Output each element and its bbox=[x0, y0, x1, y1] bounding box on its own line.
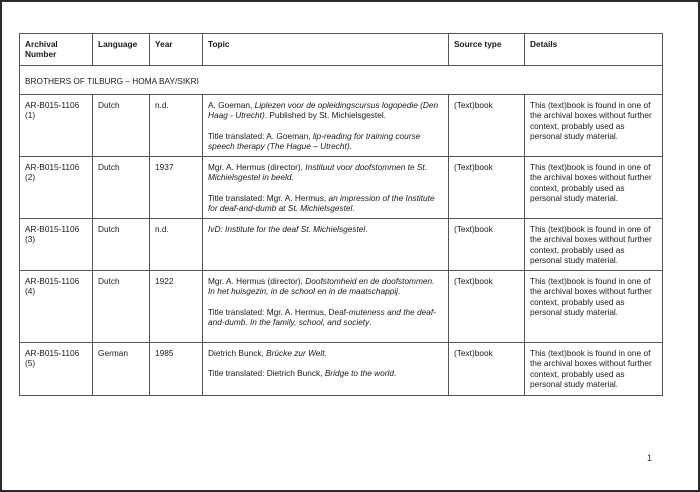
cell-topic bbox=[203, 271, 449, 343]
cell-language: Dutch bbox=[93, 157, 150, 219]
topic-title-italic: Bridge to the world bbox=[324, 368, 395, 379]
topic-title-italic: lip-reading for training course speech therapy (The Hague – Utrecht) bbox=[208, 130, 421, 151]
cell-source-type: (Text)book bbox=[449, 219, 525, 271]
cell-archival-number: AR-B015-1106 (1) bbox=[20, 95, 93, 157]
topic-text: . bbox=[291, 172, 294, 183]
cell-language: Dutch bbox=[93, 219, 150, 271]
topic-title-italic: muteness and the deaf-and-dumb. In the family, school, and society bbox=[208, 306, 436, 327]
topic-original bbox=[208, 100, 443, 121]
cell-archival-number: AR-B015-1106 (4) bbox=[20, 271, 93, 343]
header-source-type: Source type bbox=[449, 34, 525, 66]
cell-year: 1937 bbox=[150, 157, 203, 219]
topic-text: . bbox=[365, 224, 368, 234]
header-details: Details bbox=[525, 34, 663, 66]
table-header-row bbox=[20, 34, 663, 66]
topic-text: A. Goeman, bbox=[208, 100, 255, 110]
cell-source-type: (Text)book bbox=[449, 271, 525, 343]
topic-text: Mgr. A. Hermus (director), bbox=[208, 276, 306, 286]
group-row bbox=[20, 66, 663, 95]
topic-text: . bbox=[369, 316, 372, 327]
table-row bbox=[20, 271, 663, 343]
topic-title-italic: Instituut voor doofstommen te St. Michielsgestel in beeld bbox=[208, 162, 428, 183]
cell-details: This (text)book is found in one of the archival boxes without further context, probably used as personal study material. bbox=[525, 343, 663, 396]
header-archival-number: Archival Number bbox=[20, 34, 93, 66]
topic-title-italic: IvD: Institute for the deaf St. Michielsgestel bbox=[208, 224, 366, 234]
topic-text: Title translated: A. Goeman, bbox=[208, 130, 313, 141]
cell-year: 1985 bbox=[150, 343, 203, 396]
table-row bbox=[20, 157, 663, 219]
topic-text: . bbox=[352, 202, 355, 213]
page-number: 1 bbox=[646, 453, 652, 463]
cell-year: n.d. bbox=[150, 219, 203, 271]
topic-text: Title translated: Mgr. A. Hermus, Deaf- bbox=[208, 306, 349, 317]
header-topic: Topic bbox=[203, 34, 449, 66]
topic-original bbox=[208, 224, 443, 234]
cell-archival-number: AR-B015-1106 (3) bbox=[20, 219, 93, 271]
cell-source-type: (Text)book bbox=[449, 95, 525, 157]
topic-text: . bbox=[398, 286, 401, 297]
topic-translated bbox=[208, 307, 443, 328]
topic-title-italic: Liplezen voor de opleidingscursus logopedie (Den Haag - Utrecht) bbox=[208, 100, 439, 121]
cell-topic bbox=[203, 219, 449, 271]
group-title: BROTHERS OF TILBURG – HOMA BAY/SIKRI bbox=[20, 66, 663, 95]
cell-source-type: (Text)book bbox=[449, 343, 525, 396]
cell-archival-number: AR-B015-1106 (2) bbox=[20, 157, 93, 219]
header-year: Year bbox=[150, 34, 203, 66]
topic-translated bbox=[208, 131, 443, 152]
topic-original bbox=[208, 162, 443, 183]
cell-archival-number: AR-B015-1106 (5) bbox=[20, 343, 93, 396]
cell-language: German bbox=[93, 343, 150, 396]
cell-details: This (text)book is found in one of the archival boxes without further context, probably used as personal study material. bbox=[525, 219, 663, 271]
cell-language: Dutch bbox=[93, 271, 150, 343]
topic-original bbox=[208, 276, 443, 297]
topic-title-italic: an impression of the Institute for deaf-and-dumb at St. Michielsgestel bbox=[208, 192, 435, 213]
topic-title-italic: Doofstomheid en de doofstommen. In het huisgezin, in de school en in de maatschappij bbox=[208, 276, 435, 297]
cell-topic bbox=[203, 157, 449, 219]
cell-year: n.d. bbox=[150, 95, 203, 157]
cell-topic bbox=[203, 343, 449, 396]
table-row bbox=[20, 219, 663, 271]
topic-text: Title translated: Mgr. A. Hermus, bbox=[208, 192, 329, 203]
cell-year: 1922 bbox=[150, 271, 203, 343]
topic-text: Title translated: Dietrich Bunck, bbox=[208, 368, 325, 379]
topic-translated bbox=[208, 193, 443, 214]
archive-table bbox=[19, 33, 663, 396]
header-language: Language bbox=[93, 34, 150, 66]
topic-text: . Published by St. Michielsgestel. bbox=[264, 110, 387, 121]
cell-topic bbox=[203, 95, 449, 157]
cell-source-type: (Text)book bbox=[449, 157, 525, 219]
topic-text: . bbox=[324, 348, 327, 358]
topic-title-italic: Brücke zur Welt bbox=[266, 348, 325, 358]
topic-translated bbox=[208, 368, 443, 378]
cell-language: Dutch bbox=[93, 95, 150, 157]
cell-details: This (text)book is found in one of the archival boxes without further context, probably used as personal study material. bbox=[525, 271, 663, 343]
topic-text: Dietrich Bunck, bbox=[208, 348, 267, 358]
topic-text: . bbox=[394, 368, 397, 379]
cell-details: This (text)book is found in one of the archival boxes without further context, probably used as personal study material. bbox=[525, 157, 663, 219]
table-row bbox=[20, 95, 663, 157]
topic-text: Mgr. A. Hermus (director), bbox=[208, 162, 306, 172]
topic-original bbox=[208, 348, 443, 358]
table-row bbox=[20, 343, 663, 396]
cell-details: This (text)book is found in one of the archival boxes without further context, probably used as personal study material. bbox=[525, 95, 663, 157]
topic-text: . bbox=[349, 140, 352, 151]
